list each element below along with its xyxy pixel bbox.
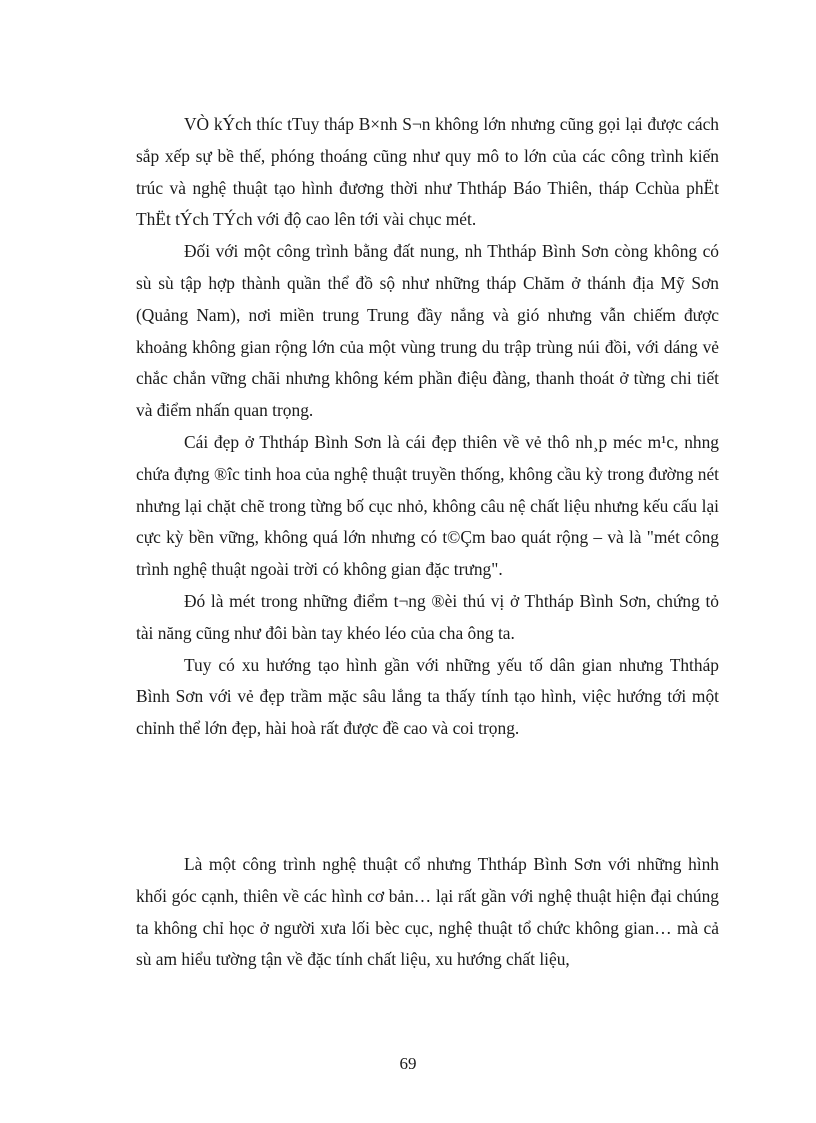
page-number: 69 bbox=[399, 1054, 417, 1073]
body-text-upper bbox=[136, 109, 719, 745]
paragraph-folk-tendency: Tuy có xu hướng tạo hình gần với những yếu tố dân gian nhưng Ththáp Bình Sơn với vẻ đẹp trầm mặc sâu lắng ta thấy tính tạo hình, việc hướng tới một chỉnh thể lớn đẹp, hài hoà rất được đề cao và coi trọng. bbox=[136, 654, 719, 739]
body-text-lower bbox=[136, 849, 719, 976]
paragraph-size-comparison: VÒ kÝch thíc tTuy tháp B×nh S¬n không lớn nhưng cũng gọi lại được cách sắp xếp sự bề thế, phóng thoáng cũng như quy mô to lớn của các công trình kiến trúc và nghệ thuật tạo hình đương thời như Ththáp Báo Thiên, tháp Cchùa phËt ThËt tÝch TÝch với độ cao lên tới vài chục mét. bbox=[136, 114, 719, 230]
paragraph-modern-art: Là một công trình nghệ thuật cổ nhưng Ththáp Bình Sơn với những hình khối góc cạnh, thiên về các hình cơ bản… lại rất gần với nghệ thuật hiện đại chúng ta không chỉ học ở người xưa lối bèc cục, nghệ thuật tổ chức không gian… mà cả sù am hiểu tường tận về đặc tính chất liệu, xu hướng chất liệu, bbox=[136, 854, 719, 970]
paragraph-terracotta-comparison: Đối với một công trình bằng đất nung, nh Ththáp Bình Sơn còng không có sù sù tập hợp thành quần thể đồ sộ như những tháp Chăm ở thánh địa Mỹ Sơn (Quảng Nam), nơi miền trung Trung đầy nắng và gió nhưng vẫn chiếm được khoảng không gian rộng lớn của một vùng trung du trập trùng núi đồi, với dáng vẻ chắc chắn vững chãi nhưng không kém phần điệu đàng, thanh thoát ở từng chi tiết và điểm nhấn quan trọng. bbox=[136, 241, 719, 421]
paragraph-interesting-point: Đó là mét trong những điểm t¬ng ®èi thú vị ở Ththáp Bình Sơn, chứng tỏ tài năng cũng như đôi bàn tay khéo léo của cha ông ta. bbox=[136, 590, 719, 643]
paragraph-beauty: Cái đẹp ở Ththáp Bình Sơn là cái đẹp thiên về vẻ thô nh¸p méc m¹c, nhng chứa đựng ®îc tinh hoa của nghệ thuật truyền thống, không cầu kỳ trong đường nét nhưng lại chặt chẽ trong từng bố cục nhỏ, không câu nệ chất liệu nhưng kếu cấu lại cực kỳ bền vững, không quá lớn nhưng có t©Çm bao quát rộng – và là "mét công trình nghệ thuật ngoài trời có không gian đặc trưng". bbox=[136, 431, 719, 580]
